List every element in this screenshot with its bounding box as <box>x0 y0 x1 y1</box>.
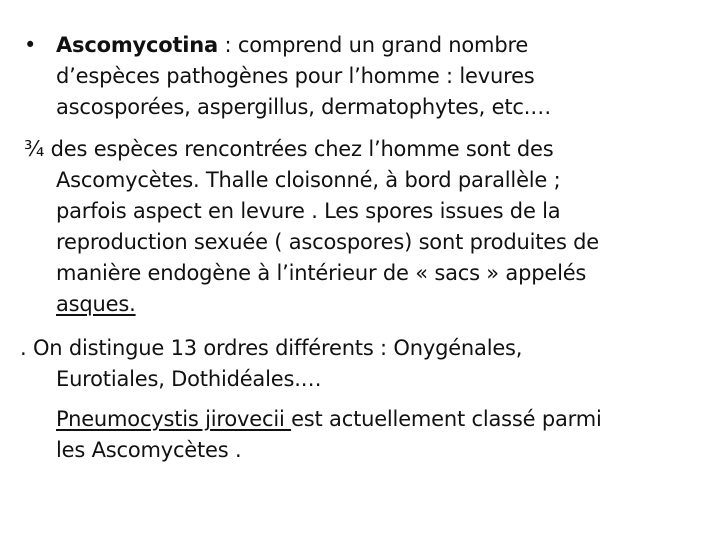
term-ascomycotina: Ascomycotina <box>56 33 219 57</box>
bullet-point: • <box>24 33 37 57</box>
paragraph-3-line-1: . On distingue 13 ordres différents : Onygénales, <box>20 336 523 360</box>
underlined-pneumocystis-jirovecii: Pneumocystis jirovecii <box>56 407 292 431</box>
paragraph-2-line-4: reproduction sexuée ( ascospores) sont produites de <box>56 230 600 254</box>
paragraph-1-line-1 <box>56 30 528 60</box>
paragraph-2-line-2: Ascomycètes. Thalle cloisonné, à bord parallèle ; <box>56 168 561 192</box>
paragraph-2-line-6 <box>56 289 136 319</box>
paragraph-2-line-1: ¾ des espèces rencontrées chez l’homme sont des <box>24 137 554 161</box>
paragraph-3-line-2: Eurotiales, Dothidéales.… <box>56 367 322 391</box>
paragraph-1-line-3: ascosporées, aspergillus, dermatophytes, etc.… <box>56 95 551 119</box>
paragraph-2-line-5: manière endogène à l’intérieur de « sacs » appelés <box>56 261 587 285</box>
paragraph-4-line-1-rest: est actuellement classé parmi <box>291 407 602 431</box>
paragraph-4-line-2: les Ascomycètes . <box>56 438 242 462</box>
paragraph-4-line-1 <box>56 404 602 434</box>
paragraph-1-line-2: d’espèces pathogènes pour l’homme : levures <box>56 64 535 88</box>
paragraph-1-line-1-rest: : comprend un grand nombre <box>218 33 529 57</box>
underlined-asques: asques. <box>56 292 136 316</box>
paragraph-2-line-3: parfois aspect en levure . Les spores issues de la <box>56 199 561 223</box>
